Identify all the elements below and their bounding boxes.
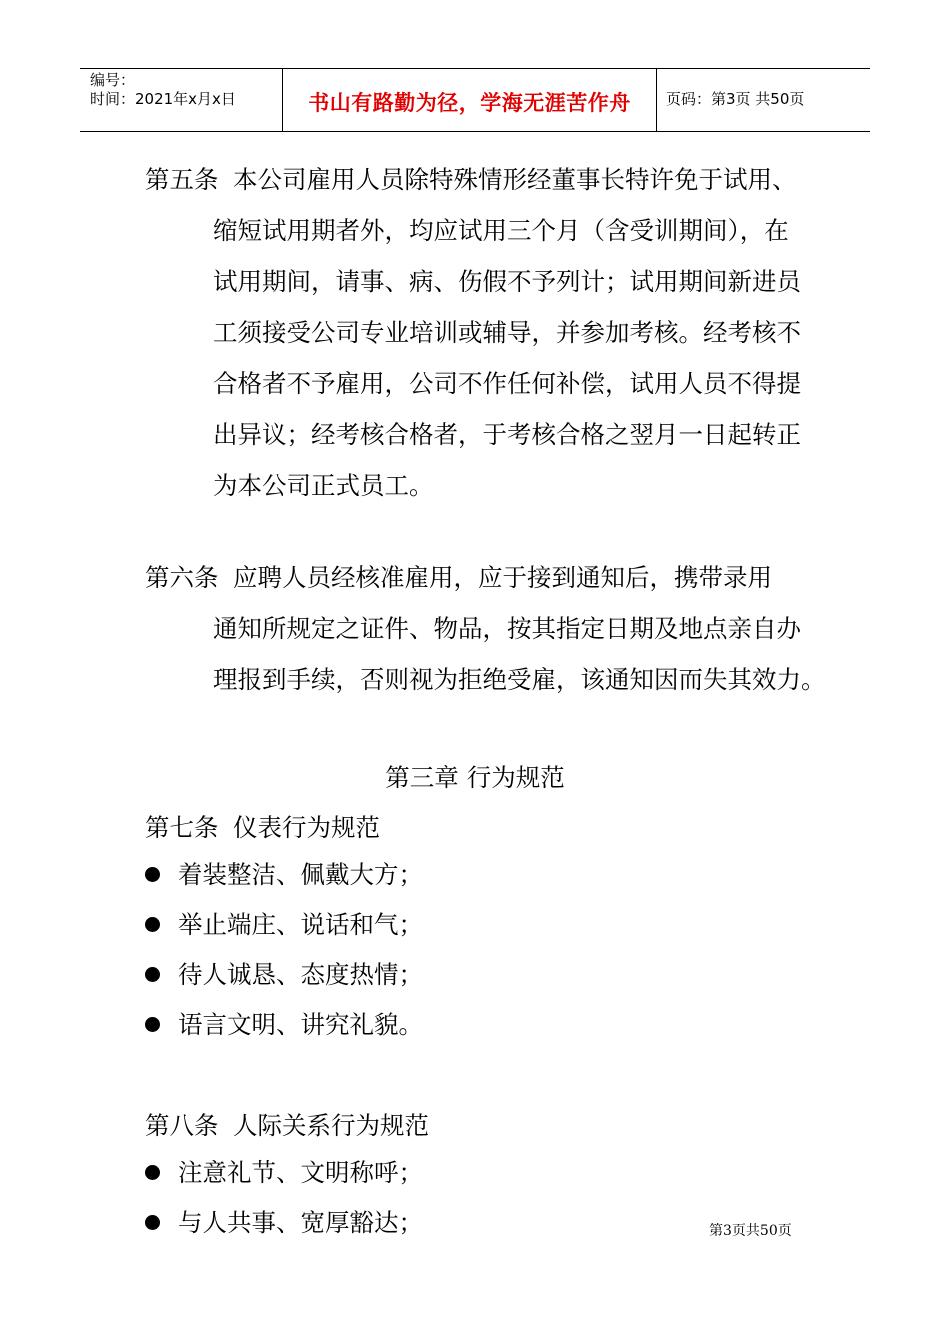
article-8-heading xyxy=(145,1100,815,1151)
time-label: 时间：2021年x月x日 xyxy=(90,90,236,108)
article-5-line-4: 工须接受公司专业培训或辅导，并参加考核。经考核不 xyxy=(213,318,801,347)
article-5-first-line xyxy=(145,154,815,205)
bullet-icon xyxy=(145,1215,160,1230)
chapter-heading xyxy=(0,752,950,803)
page-footer: 第3页共50页 xyxy=(709,1223,792,1239)
article-6-line-1: 应聘人员经核准雇用，应于接到通知后，携带录用 xyxy=(233,563,772,592)
bullet-text: 待人诚恳、态度热情； xyxy=(178,960,423,989)
page-header xyxy=(80,68,870,132)
article-7-heading xyxy=(145,802,815,853)
bullet-icon xyxy=(145,917,160,932)
list-item xyxy=(145,850,423,900)
bullet-icon xyxy=(145,1017,160,1032)
article-5-line-5: 合格者不予雇用，公司不作任何补偿，试用人员不得提 xyxy=(213,369,801,398)
bullet-text: 举止端庄、说话和气； xyxy=(178,910,423,939)
motto-text: 书山有路勤为径，学海无涯苦作舟 xyxy=(308,91,631,115)
header-page-cell xyxy=(656,69,870,131)
bullet-text: 注意礼节、文明称呼； xyxy=(178,1158,423,1187)
header-meta xyxy=(80,69,282,131)
article-6-line-3: 理报到手续，否则视为拒绝受雇，该通知因而失其效力。 xyxy=(213,665,826,694)
bullet-icon xyxy=(145,867,160,882)
article-8-label: 第八条 xyxy=(145,1111,219,1140)
article-5-line-2: 缩短试用期者外，均应试用三个月（含受训期间），在 xyxy=(213,216,789,245)
bullet-icon xyxy=(145,1165,160,1180)
article-6-label: 第六条 xyxy=(145,563,219,592)
number-label: 编号： xyxy=(90,71,136,89)
list-item xyxy=(145,900,423,950)
bullet-icon xyxy=(145,967,160,982)
article-8-title: 人际关系行为规范 xyxy=(233,1111,429,1140)
header-motto-cell xyxy=(282,69,657,131)
article-5 xyxy=(145,154,815,511)
article-7-label: 第七条 xyxy=(145,813,219,842)
list-item xyxy=(145,1198,423,1248)
article-5-line-1: 本公司雇用人员除特殊情形经董事长特许免于试用、 xyxy=(233,165,797,194)
article-6 xyxy=(145,552,826,705)
article-5-line-7: 为本公司正式员工。 xyxy=(213,471,434,500)
article-5-line-3: 试用期间，请事、病、伤假不予列计；试用期间新进员 xyxy=(213,267,801,296)
article-6-line-2: 通知所规定之证件、物品，按其指定日期及地点亲自办 xyxy=(213,614,801,643)
article-5-label: 第五条 xyxy=(145,165,219,194)
list-item xyxy=(145,1148,423,1198)
bullet-text: 着装整洁、佩戴大方； xyxy=(178,860,423,889)
chapter-title: 行为规范 xyxy=(466,763,565,792)
list-item xyxy=(145,950,423,1000)
article-5-line-6: 出异议；经考核合格者，于考核合格之翌月一日起转正 xyxy=(213,420,801,449)
chapter-number: 第三章 xyxy=(385,763,459,792)
bullet-text: 语言文明、讲究礼貌。 xyxy=(178,1010,423,1039)
list-item xyxy=(145,1000,423,1050)
article-6-first-line xyxy=(145,552,815,603)
article-7-title: 仪表行为规范 xyxy=(233,813,380,842)
bullet-text: 与人共事、宽厚豁达； xyxy=(178,1208,423,1237)
page-label: 页码：第3页 共50页 xyxy=(666,90,805,108)
